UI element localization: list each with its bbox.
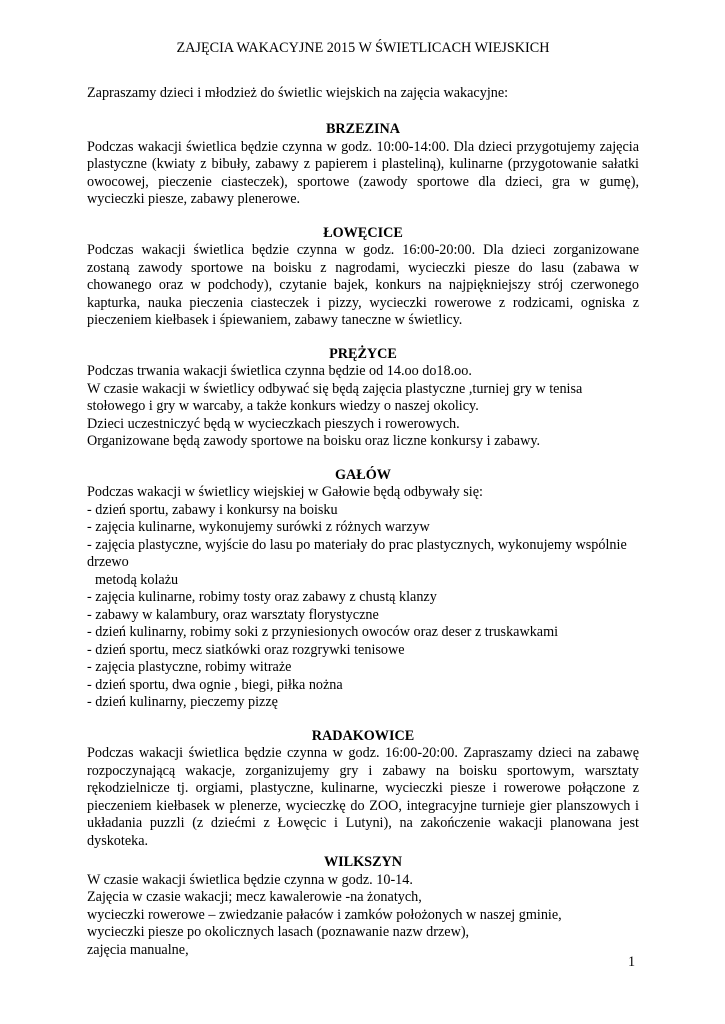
text-line: Zajęcia w czasie wakacji; mecz kawalerowie -na żonatych, — [87, 889, 422, 905]
section-galow — [87, 467, 639, 712]
list-item: metodą kolażu — [95, 571, 179, 588]
list-item: - zajęcia kulinarne, robimy tosty oraz zabawy z chustą klanzy — [87, 589, 437, 605]
section-heading: BRZEZINA — [325, 121, 401, 137]
section-text: Podczas wakacji świetlica będzie czynna w godz. 10:00-14:00. Dla dzieci przygotujemy zajęcia plastyczne (kwiaty z bibuły, zabawy z papierem i plasteliną), kulinarne (przygotowanie sałatki owocowej, pieczenie ciasteczek), sportowe (zawody sportowe dla dzieci, gra w gumę), wycieczki piesze, zabawy plenerowe. — [87, 138, 639, 207]
text-line: wycieczki piesze po okolicznych lasach (poznawanie nazw drzew), — [87, 924, 470, 940]
section-heading: RADAKOWICE — [311, 727, 415, 744]
section-wilkszyn — [87, 854, 639, 959]
list-item: - zajęcia plastyczne, robimy witraże — [87, 659, 292, 675]
list-item: - zajęcia plastyczne, wyjście do lasu po materiały do prac plastycznych, wykonujemy wspólnie drzewo — [87, 536, 627, 570]
list-item: - dzień kulinarny, robimy soki z przyniesionych owoców oraz deser z truskawkami — [87, 624, 559, 640]
text-line: Dzieci uczestniczyć będą w wycieczkach pieszych i rowerowych. — [87, 415, 460, 432]
section-heading: WILKSZYN — [323, 854, 403, 870]
page-number: 1 — [628, 954, 636, 970]
section-lowecice — [87, 225, 639, 330]
text-line: W czasie wakacji w świetlicy odbywać się będą zajęcia plastyczne ,turniej gry w tenisa stołowego i gry w warcaby, a także konkurs wiedzy o naszej okolicy. — [87, 380, 583, 414]
text-line: wycieczki rowerowe – zwiedzanie pałaców i zamków położonych w naszej gminie, — [87, 906, 562, 923]
section-heading: ŁOWĘCICE — [323, 224, 403, 241]
section-radakowice — [87, 728, 639, 851]
page-title: ZAJĘCIA WAKACYJNE 2015 W ŚWIETLICACH WIEJSKICH — [176, 40, 550, 56]
section-text: Podczas wakacji świetlica będzie czynna w godz. 16:00-20:00. Zapraszamy dzieci na zabawę rozpoczynającą wakacje, zorganizujemy gry i zabawy na boisku sportowym, warsztaty rękodzielnicze tj. orgiami, plastyczne, kulinarne, wycieczki piesze i rowerowe połączone z pieczeniem kiełbasek w plenerze, wycieczkę do ZOO, integracyjne turnieje gier planszowych i układania puzzli (z dziećmi z Łowęcic i Lutyni), na zakończenie wakacji planowana jest dyskoteka. — [87, 745, 639, 849]
intro-paragraph: Zapraszamy dzieci i młodzież do świetlic wiejskich na zajęcia wakacyjne: — [87, 84, 509, 101]
list-item: - dzień sportu, dwa ognie , biegi, piłka nożna — [87, 676, 343, 693]
text-line: Organizowane będą zawody sportowe na boisku oraz liczne konkursy i zabawy. — [87, 433, 541, 449]
list-item: - zajęcia kulinarne, wykonujemy surówki z różnych warzyw — [87, 519, 430, 535]
section-prezyce — [87, 346, 639, 451]
document-page — [87, 40, 639, 975]
section-heading: PRĘŻYCE — [329, 345, 397, 362]
section-brzezina — [87, 121, 639, 209]
text-line: Podczas wakacji w świetlicy wiejskiej w Gałowie będą odbywały się: — [87, 484, 483, 500]
text-line: Podczas trwania wakacji świetlica czynna będzie od 14.oo do18.oo. — [87, 363, 472, 379]
section-heading: GAŁÓW — [335, 466, 391, 483]
list-item: - zabawy w kalambury, oraz warsztaty florystyczne — [87, 606, 379, 623]
list-item: - dzień sportu, mecz siatkówki oraz rozgrywki tenisowe — [87, 641, 405, 658]
list-item: - dzień kulinarny, pieczemy pizzę — [87, 694, 278, 710]
list-item: - dzień sportu, zabawy i konkursy na boisku — [87, 501, 338, 518]
text-line: zajęcia manualne, — [87, 941, 189, 958]
text-line: W czasie wakacji świetlica będzie czynna w godz. 10-14. — [87, 871, 413, 888]
section-text: Podczas wakacji świetlica będzie czynna w godz. 16:00-20:00. Dla dzieci zorganizowane zostaną zawody sportowe na boisku z nagrodami, wycieczki piesze do lasu (zabawa w chowanego oraz w podchody), czytanie bajek, konkurs na najpiękniejszy strój czerwonego kapturka, nauka pieczenia ciasteczek i pizzy, wycieczki rowerowe z rodzicami, ogniska z pieczeniem kiełbasek i śpiewaniem, zabawy taneczne w świetlicy. — [87, 242, 639, 328]
